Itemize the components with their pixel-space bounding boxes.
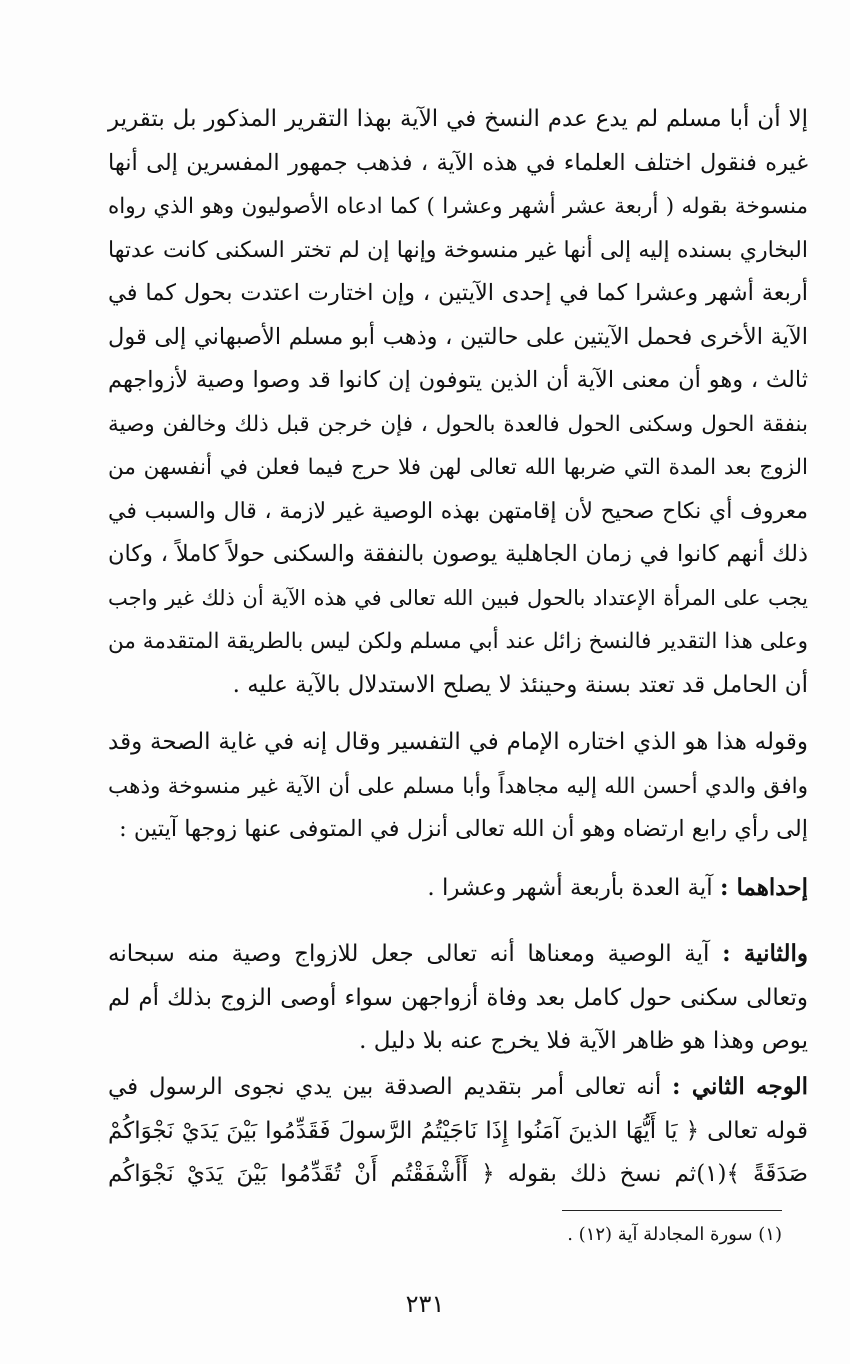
- text-line: الآية الأخرى فحمل الآيتين على حالتين ، وذهب أبو مسلم الأصبهاني إلى قول: [108, 323, 808, 350]
- paragraph-3: [108, 866, 808, 911]
- text-line: وتعالى سكنى حول كامل بعد وفاة أزواجهن سواء أوصى الزوج بذلك أم لم: [108, 984, 808, 1011]
- paragraph-label: والثانية :: [722, 940, 808, 967]
- quran-verse-line: قوله تعالى ﴿ يَا أَيُّهَا الذينَ آمَنُوا إِذَا نَاجَيْتُمُ الرَّسولَ فَقَدِّمُوا بَيْنَ يَدَيْ نَجْوَاكُمْ: [108, 1117, 808, 1144]
- text-line: يوص وهذا هو ظاهر الآية فلا يخرج عنه بلا دليل .: [359, 1028, 808, 1054]
- paragraph-2: [108, 721, 808, 852]
- text-line: أن الحامل قد تعتد بسنة وحينئذ لا يصلح الاستدلال بالآية عليه .: [232, 671, 808, 698]
- text-line: بنفقة الحول وسكنى الحول فالعدة بالحول ، فإن خرجن قبل ذلك وخالفن وصية: [108, 411, 808, 437]
- text-line: [108, 1065, 808, 1110]
- text-line: إلا أن أبا مسلم لم يدع عدم النسخ في الآية بهذا التقرير المذكور بل بتقرير: [108, 106, 808, 132]
- text-line: [108, 932, 808, 977]
- text-line: الزوج بعد المدة التي ضربها الله تعالى لهن فلا حرج فيما فعلن في أنفسهن من: [108, 455, 808, 480]
- paragraph-label: الوجه الثاني :: [672, 1073, 808, 1100]
- text-line: وعلى هذا التقدير فالنسخ زائل عند أبي مسلم ولكن ليس بالطريقة المتقدمة من: [108, 629, 808, 654]
- text-line: وقوله هذا هو الذي اختاره الإمام في التفسير وقال إنه في غاية الصحة وقد: [108, 729, 808, 755]
- text-line: غيره فنقول اختلف العلماء في هذه الآية ، فذهب جمهور المفسرين إلى أنها: [108, 149, 808, 176]
- text-line: وافق والدي أحسن الله إليه مجاهداً وأبا مسلم على أن الآية غير منسوخة وذهب: [108, 773, 808, 799]
- text-line: [108, 866, 808, 911]
- paragraph-text: آية الوصية ومعناها أنه تعالى جعل للازواج وصية منه سبحانه: [108, 941, 723, 967]
- text-line: إلى رأي رابع ارتضاه وهو أن الله تعالى أنزل في المتوفى عنها زوجها آيتين :: [119, 816, 808, 842]
- paragraph-text: آية العدة بأربعة أشهر وعشرا .: [427, 875, 720, 901]
- paragraph-label: إحداهما :: [719, 874, 808, 901]
- text-line: ذلك أنهم كانوا في زمان الجاهلية يوصون بالنفقة والسكنى حولاً كاملاً ، وكان: [108, 541, 808, 567]
- paragraph-5: [108, 1065, 808, 1197]
- page-number: ٢٣١: [405, 1290, 445, 1318]
- footnote: (١) سورة المجادلة آية (١٢) .: [567, 1224, 782, 1245]
- paragraph-1: [108, 98, 808, 707]
- paragraph-text: أنه تعالى أمر بتقديم الصدقة بين يدي نجوى الرسول في: [108, 1074, 672, 1100]
- text-line: البخاري بسنده إليه إلى أنها غير منسوخة وإنها إن لم تختر السكنى كانت عدتها: [108, 237, 808, 263]
- paragraph-4: [108, 932, 808, 1064]
- text-line: يجب على المرأة الإعتداد بالحول فبين الله تعالى في هذه الآية أن ذلك غير واجب: [108, 585, 808, 610]
- text-line: ثالث ، وهو أن معنى الآية أن الذين يتوفون إن كانوا قد وصوا وصية لأزواجهم: [108, 367, 808, 393]
- text-line: منسوخة بقوله ( أربعة عشر أشهر وعشرا ) كما ادعاه الأصوليون وهو الذي رواه: [108, 194, 808, 219]
- quran-verse-line: صَدَقَةً ﴾(١)ثم نسخ ذلك بقوله ﴿ أَأَشْفَقْتُم أَنْ تُقَدِّمُوا بَيْنَ يَدَيْ نَجْوَاكُم: [108, 1161, 808, 1187]
- footnote-divider: [562, 1210, 782, 1211]
- text-line: أربعة أشهر وعشرا كما في إحدى الآيتين ، وإن اختارت اعتدت بحول كما في: [108, 280, 808, 306]
- text-line: معروف أي نكاح صحيح لأن إقامتهن بهذه الوصية غير لازمة ، قال والسبب في: [108, 498, 808, 524]
